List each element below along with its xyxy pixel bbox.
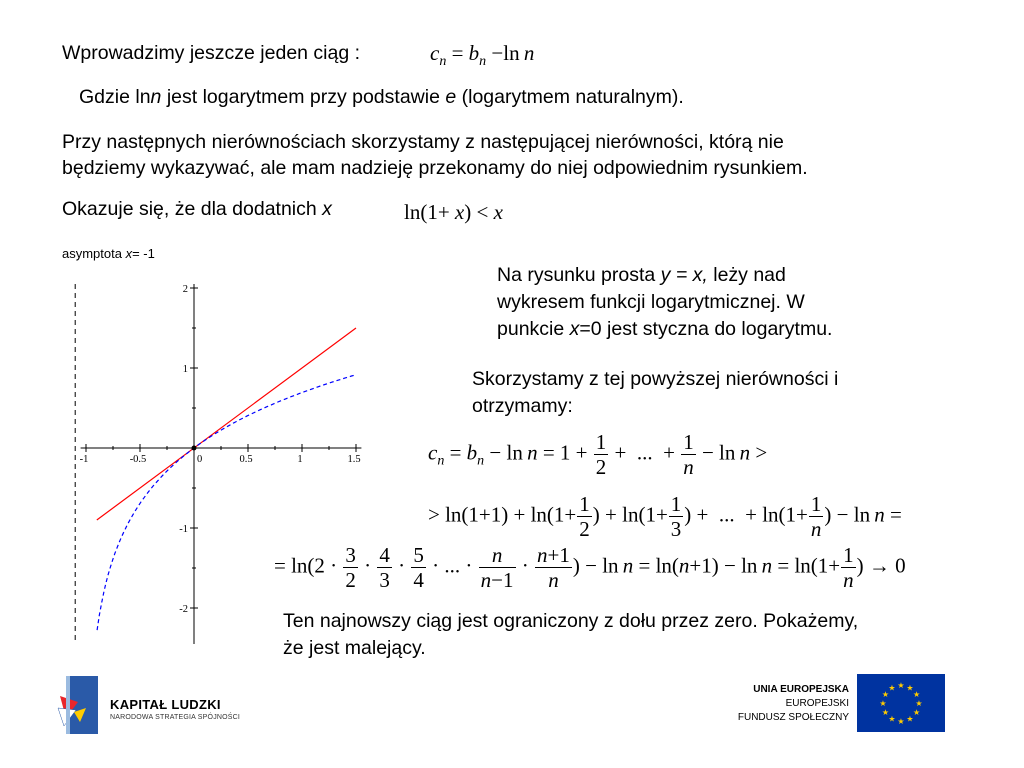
intro-text: Wprowadzimy jeszcze jeden ciąg : (62, 42, 361, 64)
eu-star-icon: ★ (913, 690, 921, 699)
apply-line-2: otrzymamy: (472, 395, 573, 417)
eu-star-icon: ★ (913, 708, 921, 717)
eu-label-1: UNIA EUROPEJSKA (753, 684, 849, 695)
eu-flag-icon (857, 674, 945, 732)
eu-label-2: EUROPEJSKI (785, 698, 849, 709)
eu-star-icon: ★ (881, 708, 889, 717)
eu-star-icon: ★ (906, 714, 914, 724)
apply-line-1: Skorzystamy z tej powyższej nierówności i (472, 368, 839, 390)
x-tick-label: 1 (297, 454, 303, 465)
inequality: ln(1+ x) < x (404, 200, 503, 224)
x-tick-label: 0 (197, 454, 203, 465)
description-line-1: Na rysunku prosta y = x, leży nad (497, 264, 786, 286)
derivation-line-3: = ln(2 · $\frac{3}{2}$ · $\frac{4}{3}$ · $\frac{5}{4}$ · ... · $\frac{n}{n-1}$ · $\frac{n+1}{n}$ ) − ln n = ln(n+1) − ln n = ln(1+ $\frac{1}{n}$ ) → 0 (274, 543, 906, 593)
eu-star-icon: ★ (888, 714, 896, 724)
eu-star-icon: ★ (906, 683, 914, 693)
derivation-line-1: $c_n = b_n - \ln n = 1$ + $\frac{1}{2}$ + ... + $\frac{1}{n}$ − ln n > (428, 430, 768, 480)
kapital-ludzki-title: KAPITAŁ LUDZKI (110, 697, 221, 712)
x-tick-label: 1.5 (347, 454, 361, 465)
eu-star-icon: ★ (881, 690, 889, 699)
derivation-line-2: > ln(1+1) + ln(1+ $\frac{1}{2}$ ) + ln(1+ $\frac{1}{3}$ ) + ... + ln(1+ $\frac{1}{n}$ ) − ln n = (428, 492, 902, 542)
sequence-definition: $c_n = b_n -\ln$ n (430, 41, 535, 70)
eu-label-3: FUNDUSZ SPOŁECZNY (737, 712, 849, 723)
asymptote-label: asymptota x= -1 (62, 246, 155, 261)
claim-text: Okazuje się, że dla dodatnich x (62, 198, 332, 220)
tangent-point (192, 446, 197, 451)
y-tick-label: 1 (182, 364, 188, 375)
paragraph-line-2: będziemy wykazywać, ale mam nadzieję przekonamy do niej odpowiednim rysunkiem. (62, 157, 808, 179)
eu-star-icon: ★ (888, 683, 896, 693)
eu-star-icon: ★ (915, 699, 923, 708)
x-tick-label: 0.5 (239, 454, 253, 465)
kapital-ludzki-logo-icon (56, 674, 106, 738)
eu-star-icon: ★ (897, 681, 905, 690)
eu-star-icon: ★ (897, 717, 905, 726)
x-tick-label: -1 (79, 454, 89, 465)
paragraph-line-1: Przy następnych nierównościach skorzystamy z następującej nierówności, którą nie (62, 131, 784, 153)
description-line-2: wykresem funkcji logarytmicznej. W (497, 291, 805, 313)
y-tick-label: 2 (182, 284, 188, 295)
conclusion-line-1: Ten najnowszy ciąg jest ograniczony z dołu przez zero. Pokażemy, (283, 610, 859, 632)
y-tick-label: -1 (179, 524, 188, 535)
kapital-ludzki-subtitle: NARODOWA STRATEGIA SPÓJNOŚCI (110, 714, 241, 721)
ln-definition: Gdzie lnn jest logarytmem przy podstawie e (logarytmem naturalnym). (79, 86, 684, 108)
x-tick-label: -0.5 (129, 454, 147, 465)
conclusion-line-2: że jest malejący. (283, 637, 426, 659)
description-line-3: punkcie x=0 jest styczna do logarytmu. (497, 318, 833, 340)
y-tick-label: -2 (179, 604, 188, 615)
line-y-equals-x (97, 328, 356, 520)
eu-star-icon: ★ (879, 699, 887, 708)
